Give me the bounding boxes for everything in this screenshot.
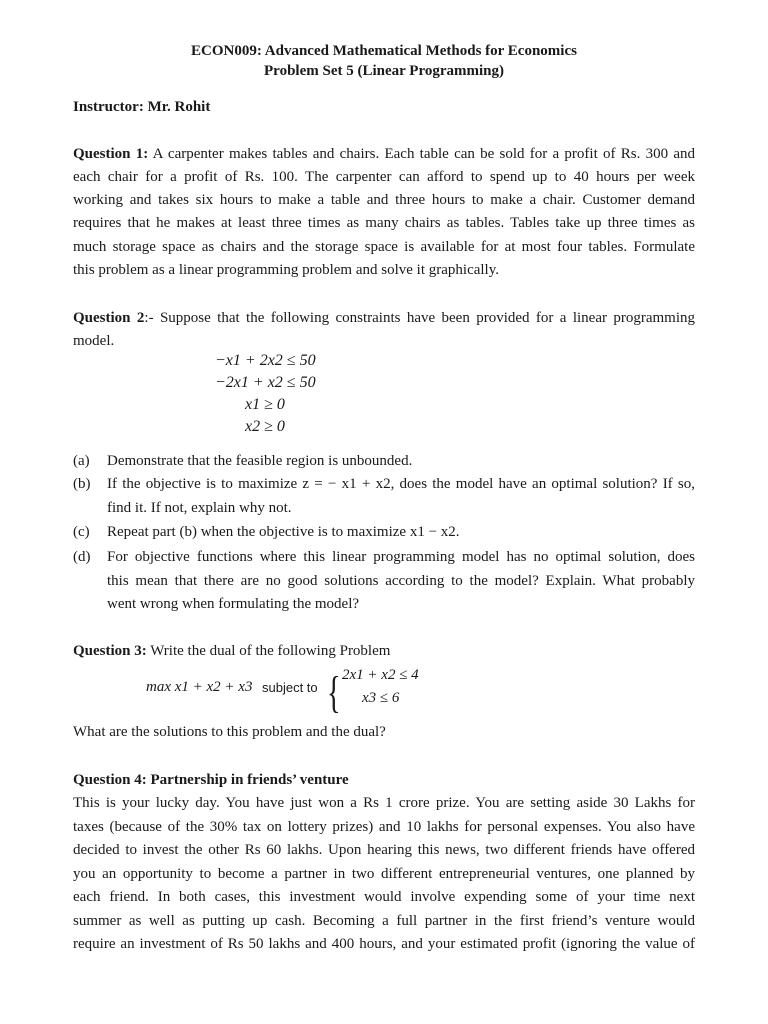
course-title: ECON009: Advanced Mathematical Methods for Economics <box>191 43 577 59</box>
q1-label: Question 1: <box>73 146 149 162</box>
q4-line-4: you an opportunity to become a partner in two different entrepreneurial ventures, one planned by <box>73 866 695 882</box>
q3-line: Question 3: Write the dual of the following Problem <box>73 643 391 659</box>
q1-line-5: much storage space as chairs and the storage space is available for at most four tables. Formulate <box>73 239 695 255</box>
q4-line-7: require an investment of Rs 50 lakhs and 400 hours, and your estimated profit (ignoring the value of <box>73 936 695 952</box>
q2-part-b-label: (b) <box>73 476 91 492</box>
q2-part-d-label: (d) <box>73 549 91 565</box>
q3-subject-to: subject to <box>262 680 318 695</box>
problem-set-title: Problem Set 5 (Linear Programming) <box>264 63 504 79</box>
q2-part-d-line-3: went wrong when formulating the model? <box>107 596 360 612</box>
q1-line-2: each chair for a profit of Rs. 100. The carpenter can afford to spend up to 40 hours per week <box>73 169 695 185</box>
instructor: Instructor: Mr. Rohit <box>73 99 211 115</box>
q3-brace: { <box>327 668 341 717</box>
q2-label: Question 2 <box>73 310 145 326</box>
q3-constraint-1: 2x1 + x2 ≤ 4 <box>342 667 419 683</box>
q2-part-b-line-2: find it. If not, explain why not. <box>107 500 292 516</box>
q2-part-d-line-2: this mean that there are no good solutions according to the model? Explain. What probably <box>107 573 695 589</box>
q2-constraint-2: −2x1 + x2 ≤ 50 <box>215 374 316 391</box>
q4-line-5: each friend. In both cases, this investment would involve expending some of your time next <box>73 889 695 905</box>
q2-constraint-1: −x1 + 2x2 ≤ 50 <box>215 352 316 369</box>
q2-constraint-4: x2 ≥ 0 <box>245 418 285 435</box>
q4-line-1: This is your lucky day. You have just won a Rs 1 crore prize. You are setting aside 30 Lakhs for <box>73 795 695 811</box>
q2-line-2: model. <box>73 333 115 349</box>
q2-part-a-label: (a) <box>73 453 90 469</box>
q3-followup: What are the solutions to this problem and the dual? <box>73 724 386 740</box>
q4-line-3: decided to invest the other Rs 60 lakhs. Upon hearing this news, two different friends have offered <box>73 842 695 858</box>
q3-constraint-2: x3 ≤ 6 <box>362 690 400 706</box>
q2-part-c-text: Repeat part (b) when the objective is to maximize x1 − x2. <box>107 524 460 540</box>
q4-title: Question 4: Partnership in friends’ venture <box>73 772 349 788</box>
q2-part-c-label: (c) <box>73 524 90 540</box>
q4-line-6: summer as well as putting up cash. Becoming a full partner in the first friend’s venture would <box>73 913 695 929</box>
q3-objective: max x1 + x2 + x3 <box>146 679 253 695</box>
q3-label: Question 3: <box>73 643 147 659</box>
q1-line-1: Question 1: A carpenter makes tables and chairs. Each table can be sold for a profit of Rs. 300 and <box>73 146 695 162</box>
q1-line-3: working and takes six hours to make a table and three hours to make a chair. Customer demand <box>73 192 695 208</box>
q2-line-1: Question 2:- Suppose that the following constraints have been provided for a linear programming <box>73 310 696 326</box>
q2-part-d-line-1: For objective functions where this linear programming model has no optimal solution, does <box>107 549 695 565</box>
q1-line-4: requires that he makes at least three times as many chairs as tables. Tables take up three times as <box>73 215 695 231</box>
q2-part-a-text: Demonstrate that the feasible region is unbounded. <box>107 453 413 469</box>
q1-line-6: this problem as a linear programming problem and solve it graphically. <box>73 262 499 278</box>
q4-line-2: taxes (because of the 30% tax on lottery prizes) and 10 lakhs for personal expenses. You also have <box>73 819 695 835</box>
q2-part-b-line-1: If the objective is to maximize z = − x1 + x2, does the model have an optimal solution? If so, <box>107 476 695 492</box>
q2-constraint-3: x1 ≥ 0 <box>245 396 285 413</box>
